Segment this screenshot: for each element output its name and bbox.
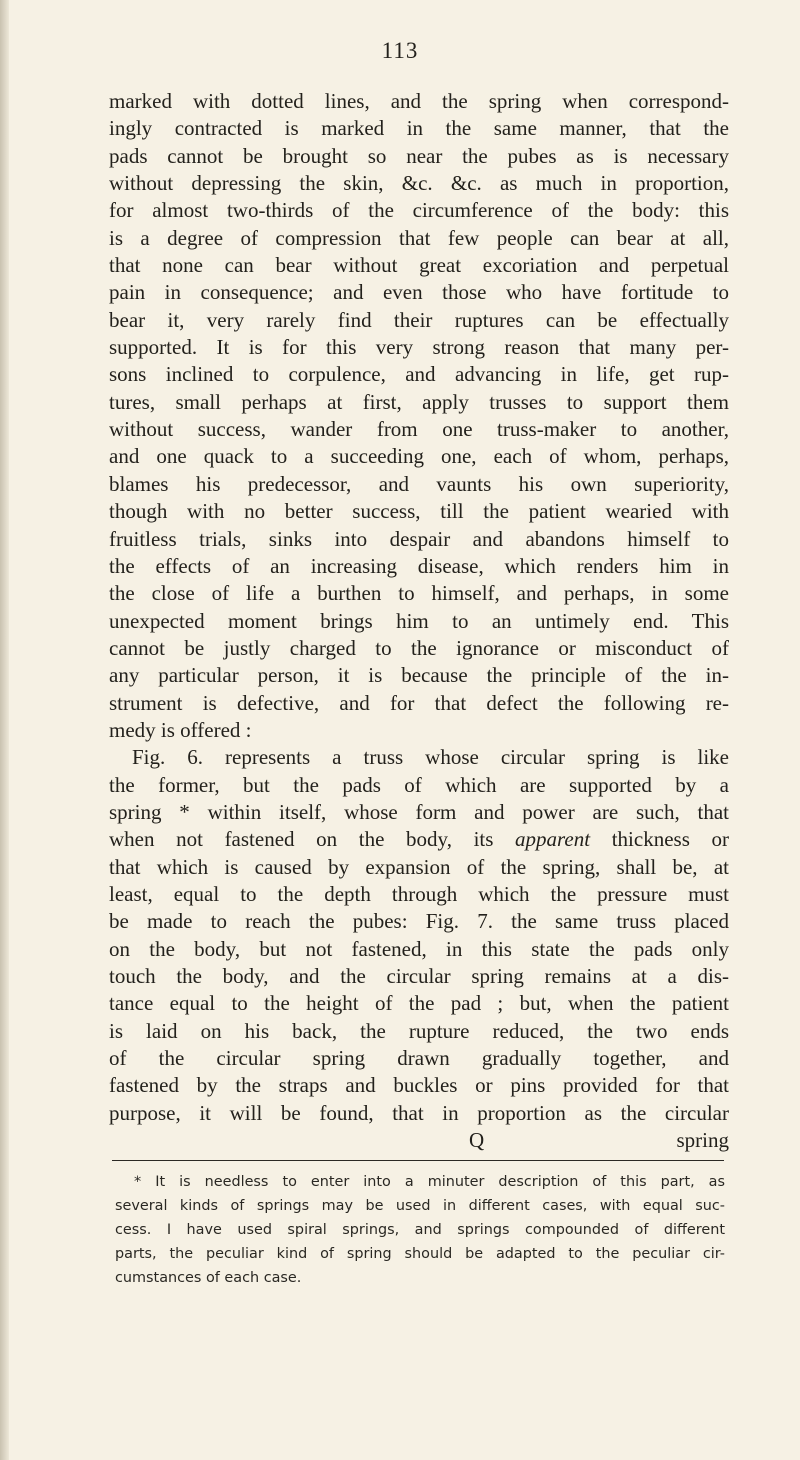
text-line: spring * within itself, whose form and power are such, that [109,799,729,824]
text-line: be made to reach the pubes: Fig. 7. the same truss placed [109,909,729,934]
text-line: of the circular spring drawn gradually together, and [109,1046,729,1071]
text-line: and one quack to a succeeding one, each of whom, perhaps, [109,444,729,469]
text-line: blames his predecessor, and vaunts his own superiority, [109,471,729,496]
text-line: any particular person, it is because the principle of the in- [109,663,729,688]
body-text [109,88,729,1154]
text-line: pads cannot be brought so near the pubes as is necessary [109,143,729,168]
text-line: bear it, very rarely find their ruptures can be effectually [109,307,729,332]
text-line: purpose, it will be found, that in proportion as the circular [109,1100,729,1125]
text-line: though with no better success, till the patient wearied with [109,499,729,524]
text-line: when not fastened on the body, its apparent thickness or [109,827,729,852]
page-number: 113 [381,38,419,63]
text-line: unexpected moment brings him to an untimely end. This [109,608,729,633]
text-line: tures, small perhaps at first, apply trusses to support them [109,389,729,414]
footnote-line: cumstances of each case. [115,1270,302,1286]
footnote-rule [112,1160,724,1161]
text-line: least, equal to the depth through which the pressure must [109,881,729,906]
footnote-line: * It is needless to enter into a minuter description of this part, as [134,1174,725,1190]
text-line: cannot be justly charged to the ignorance or misconduct of [109,635,729,660]
text-line: touch the body, and the circular spring remains at a dis- [109,964,729,988]
text-line: is a degree of compression that few people can bear at all, [109,225,729,250]
text-line: that which is caused by expansion of the spring, shall be, at [109,854,729,879]
text-line: tance equal to the height of the pad ; but, when the patient [109,991,729,1016]
signature-mark: Q [469,1128,485,1153]
text-line: on the body, but not fastened, in this state the pads only [109,936,729,961]
text-line: strument is defective, and for that defect the following re- [109,690,729,715]
text-line: without success, wander from one truss-maker to another, [109,417,729,442]
text-line: fruitless trials, sinks into despair and abandons himself to [109,526,729,551]
text-line: ingly contracted is marked in the same manner, that the [109,116,729,141]
text-line: the effects of an increasing disease, which renders him in [109,553,729,578]
text-line: is laid on his back, the rupture reduced, the two ends [109,1018,729,1043]
text-line: that none can bear without great excoriation and perpetual [109,253,729,278]
catchword: spring [676,1128,729,1153]
text-line: pain in consequence; and even those who have fortitude to [109,280,729,305]
text-line: Fig. 6. represents a truss whose circular spring is like [132,745,729,770]
text-line: for almost two-thirds of the circumference of the body: this [109,198,729,223]
text-line: marked with dotted lines, and the spring when correspond- [109,89,729,113]
footnote-line: parts, the peculiar kind of spring should be adapted to the peculiar cir- [115,1246,725,1262]
text-line: supported. It is for this very strong reason that many per- [109,335,729,360]
emphasis: apparent [515,827,591,852]
binding-edge [0,0,9,1460]
text-line: the close of life a burthen to himself, and perhaps, in some [109,581,729,606]
footnote-line: several kinds of springs may be used in different cases, with equal suc- [115,1198,725,1214]
text-line: the former, but the pads of which are supported by a [109,772,729,797]
text-line: fastened by the straps and buckles or pins provided for that [109,1073,729,1098]
footnote-line: cess. I have used spiral springs, and springs compounded of different [115,1222,725,1238]
text-line: medy is offered : [109,717,252,742]
text-line: without depressing the skin, &c. &c. as much in proportion, [109,171,729,196]
footnote [115,1170,725,1290]
text-line: sons inclined to corpulence, and advancing in life, get rup- [109,362,729,387]
signature-line [109,1127,729,1154]
